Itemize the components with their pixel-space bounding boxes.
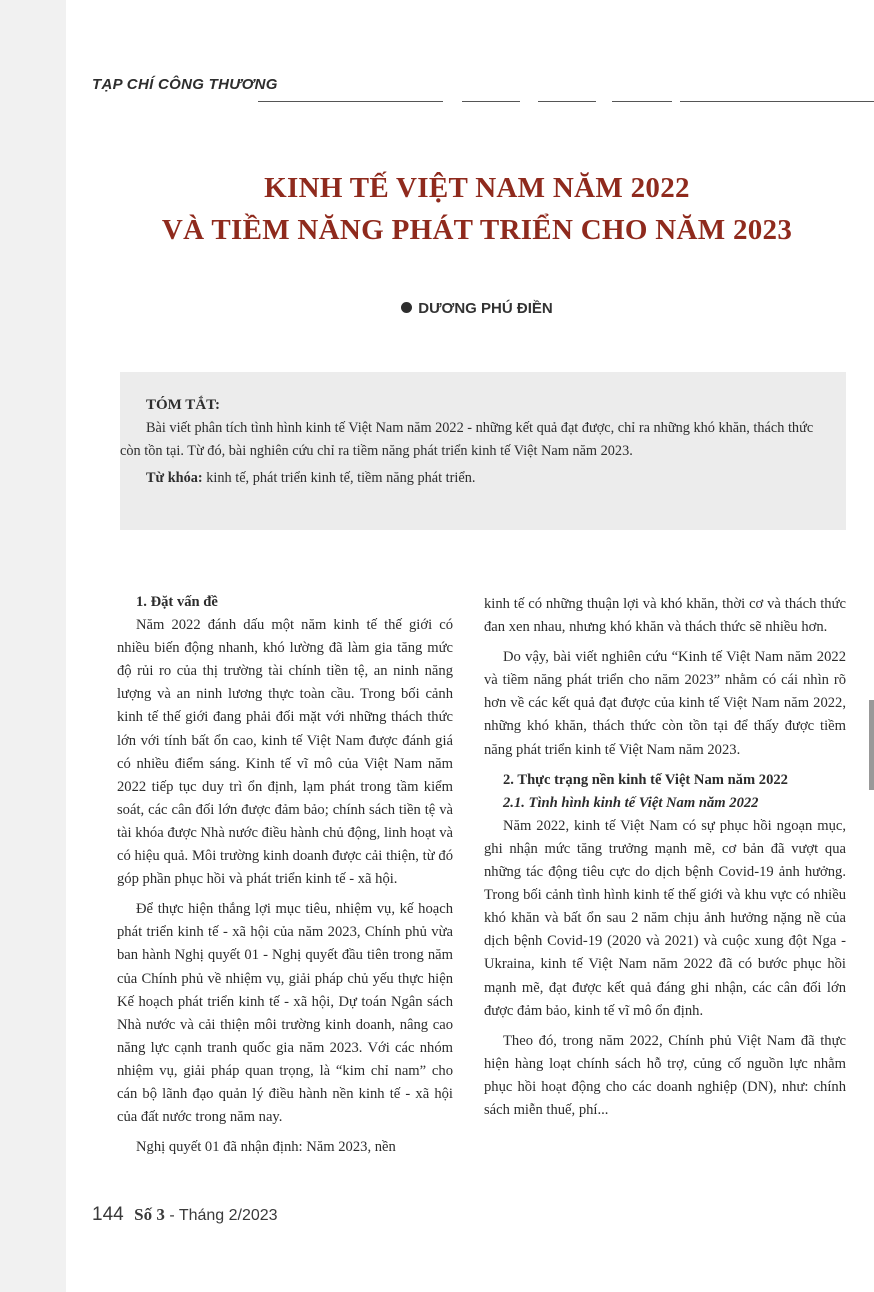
paragraph: Theo đó, trong năm 2022, Chính phủ Việt Nam đã thực hiện hàng loạt chính sách hỗ trợ, củng cố nguồn lực nhằm phục hồi hoạt động cho các doanh nghiệp (DN), như: chính sách miễn thuế, phí... — [484, 1032, 846, 1118]
abstract-content — [120, 394, 820, 490]
abstract-text-first-line: Bài viết phân tích tình hình kinh tế Việt Nam năm 2022 - những kết quả đạt được, chỉ ra những — [146, 420, 690, 436]
edge-mark — [869, 700, 874, 790]
article-title — [80, 167, 874, 251]
page-footer — [92, 1204, 278, 1226]
abstract-text-rest: khó khăn, thách thức còn tồn tại. Từ đó, bài nghiên cứu chỉ ra tiềm năng phát triển kinh tế Việt Nam năm 2023. — [120, 420, 814, 459]
paragraph: Năm 2022, kinh tế Việt Nam có sự phục hồi ngoạn mục, ghi nhận mức tăng trưởng mạnh mẽ, cơ bản đã vượt qua những tác động tiêu cực do dịch bệnh Covid-19 ảnh hưởng. Trong bối cảnh tình hình kinh tế thế giới và khu vực có nhiều khó khăn và bất ổn sau 2 năm chịu ảnh hưởng nặng nề của dịch bệnh Covid-19 (2020 và 2021) và cuộc xung đột Nga - Ukraina, kinh tế Việt Nam năm 2022 đã có bước phục hồi mạnh mẽ, đạt được kết quả đáng ghi nhận, các cân đối lớn được đảm bảo, kinh tế vĩ mô ổn định. — [484, 817, 846, 1019]
author-name: DƯƠNG PHÚ ĐIỀN — [418, 300, 553, 317]
title-line-1: KINH TẾ VIỆT NAM NĂM 2022 — [264, 172, 690, 204]
section-1-heading: 1. Đặt vấn đề — [136, 594, 218, 610]
abstract-heading: TÓM TẮT: — [146, 397, 221, 413]
issue-date: - Tháng 2/2023 — [169, 1207, 278, 1224]
header-rule-dash — [538, 101, 596, 102]
keywords-label: Từ khóa: — [146, 470, 203, 486]
paragraph: Do vậy, bài viết nghiên cứu “Kinh tế Việt Nam năm 2022 và tiềm năng phát triển cho năm 2023” nhằm có cái nhìn rõ hơn về các kết quả đạt được của kinh tế Việt Nam năm 2022, những khó khăn, thách thức còn tồn tại để thấy được tiềm năng phát triển kinh tế Việt Nam năm 2023. — [484, 649, 846, 758]
section-2-heading: 2. Thực trạng nền kinh tế Việt Nam năm 2022 — [503, 771, 788, 788]
abstract-text — [120, 417, 820, 463]
keywords-text: kinh tế, phát triển kinh tế, tiềm năng phát triển. — [206, 470, 476, 486]
paragraph: Năm 2022 đánh dấu một năm kinh tế thế giới có nhiều biến động nhanh, khó lường đã làm gia tăng mức độ rủi ro của thị trường tài chính tiền tệ, an ninh năng lượng và an ninh lương thực toàn cầu. Trong bối cảnh kinh tế thế giới đang phải đối mặt với những thách thức lớn với tính bất ổn cao, kinh tế Việt Nam được đánh giá có nhiều điểm sáng. Kinh tế vĩ mô của Việt Nam năm 2022 tiếp tục duy trì ổn định, lạm phát trong tầm kiểm soát, các cân đối lớn được đảm bảo; chính sách tiền tệ và tài khóa được Nhà nước điều hành chủ động, linh hoạt và có hiệu quả. Môi trường kinh doanh được cải thiện, từ đó góp phần phục hồi và phát triển kinh tế - xã hội. — [117, 617, 453, 888]
page-number: 144 — [92, 1204, 124, 1225]
section-2-1-heading: 2.1. Tình hình kinh tế Việt Nam năm 2022 — [503, 794, 759, 811]
title-line-2: VÀ TIỀM NĂNG PHÁT TRIỂN CHO NĂM 2023 — [161, 214, 793, 246]
abstract-box — [120, 372, 846, 530]
header-rule — [258, 101, 443, 102]
issue-number: Số 3 — [134, 1205, 165, 1224]
bullet-icon — [401, 302, 412, 313]
body-column-right — [484, 593, 846, 1129]
body-column-left — [117, 591, 453, 1166]
header-rule — [680, 101, 874, 102]
page-margin-strip — [0, 0, 66, 1292]
header-rule — [612, 101, 672, 102]
paragraph: Nghị quyết 01 đã nhận định: Năm 2023, nền — [136, 1139, 396, 1156]
author-line — [80, 300, 874, 317]
keywords-line — [146, 467, 820, 490]
paragraph: Để thực hiện thắng lợi mục tiêu, nhiệm vụ, kế hoạch phát triển kinh tế - xã hội của năm 2023, Chính phủ vừa ban hành Nghị quyết 01 - Nghị quyết đầu tiên trong năm của Chính phủ về nhiệm vụ, giải pháp chủ yếu thực hiện Kế hoạch phát triển kinh tế - xã hội, Dự toán Ngân sách Nhà nước và cải thiện môi trường kinh doanh, nâng cao năng lực cạnh tranh quốc gia năm 2023. Với các nhóm nhiệm vụ, giải pháp quan trọng, là “kim chỉ nam” cho cán bộ lãnh đạo quản lý điều hành nền kinh tế - xã hội của đất nước trong năm nay. — [117, 901, 453, 1126]
header-rule-dash — [462, 101, 520, 102]
journal-name: TẠP CHÍ CÔNG THƯƠNG — [92, 76, 278, 93]
paragraph-continued: kinh tế có những thuận lợi và khó khăn, thời cơ và thách thức đan xen nhau, nhưng khó khăn và thách thức sẽ nhiều hơn. — [484, 596, 846, 636]
